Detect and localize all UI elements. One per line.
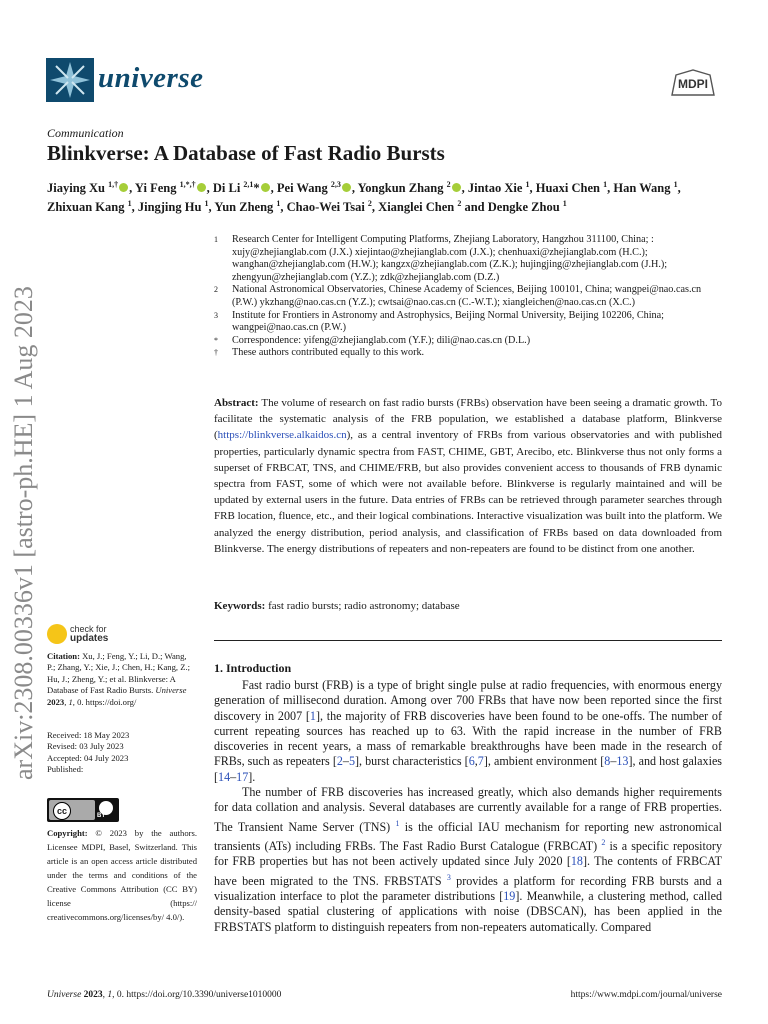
- keywords-label: Keywords:: [214, 600, 266, 612]
- publisher-name: MDPI: [678, 77, 708, 91]
- equal-contribution-note: † These authors contributed equally to this work.: [214, 347, 425, 359]
- author-list: Jiaying Xu $^{1,\dagger}$ , Yi Feng $^{1,*,\dagger}$ , Di Li $^{2,1}$* , Pei Wang $^{2,3}$ , Yongkun Zhang $^2$ , Jintao Xie $^1$, Huaxi Chen $^1$, Han Wang $^1$, Zhixuan Kang $^1$, Jingjing Hu $^1$, Yun Zheng $^1$, Chao-Wei Tsai $^2$, Xianglei Chen $^2$ and Dengke Zhou $^1$: [47, 180, 681, 215]
- journal-name: universe: [98, 62, 204, 94]
- abstract: [214, 395, 722, 557]
- revised-date: Revised: 03 July 2023: [47, 741, 124, 752]
- cc-by-license-badge[interactable]: [47, 798, 119, 822]
- citation: Citation: Xu, J.; Feng, Y.; Li, D.; Wang, P.; Zhang, Y.; Xie, J.; Chen, H.; Kang, Z.; Hu, J.; Zheng, Y.; et al. Blinkverse: A Database of Fast Radio Bursts. Universe 2023, 1, 0. https://doi.org/: [47, 651, 190, 707]
- published-date: Published:: [47, 764, 84, 775]
- cc-icon: cc: [53, 802, 71, 820]
- paper-title: Blinkverse: A Database of Fast Radio Bursts: [47, 141, 445, 165]
- intro-paragraph-1: Fast radio burst (FRB) is a type of bright single pulse at radio frequencies, with enormous energy generation of millisecond duration. Among over 700 FRBs that have now been reported since the first discovery in 2007 [1], the majority of FRB discoveries have been found to be one-offs. The number of current repeating sources has reached up to 63. With the rapid increase in the number of FRB discoveries in recent years, a mass of remarkable breakthroughs have been made in the research of FRBs, such as repeaters [2–5], burst characteristics [6,7], ambient environment [8–13], and host galaxies [14–17].: [214, 678, 723, 784]
- cc-by-label: BY: [97, 813, 106, 819]
- keywords-text: fast radio bursts; radio astronomy; database: [268, 600, 460, 612]
- footer-citation: Universe 2023, 1, 0. https://doi.org/10.3390/universe1010000: [47, 990, 282, 1000]
- check-icon: [47, 624, 67, 644]
- received-date: Received: 18 May 2023: [47, 730, 130, 740]
- affiliation-1: 1 Research Center for Intelligent Computing Platforms, Zhejiang Laboratory, Hangzhou 311100, China; : xujy@zhejianglab.com (J.X.) xiejintao@zhejianglab.com (J.X.); chenhuaxi@zhejianglab.com (H.C.); wanghan@zhejianglab.com (H.W.); kangzx@zhejianglab.com (Z.K.); hujingjing@zhejianglab.com (J.H.); zhengyun@zhejianglab.com (Y.Z.); zdk@zhejianglab.com (D.Z.): [214, 234, 668, 283]
- affiliation-3: 3 Institute for Frontiers in Astronomy and Astrophysics, Beijing Normal University, Beijing 102206, China; wangpei@nao.cas.cn (P.W.): [214, 309, 664, 334]
- footer-journal-url[interactable]: https://www.mdpi.com/journal/universe: [570, 990, 722, 1000]
- intro-paragraph-2: The number of FRB discoveries has increased greatly, which also demands higher requirements for data collation and analysis. Several databases are currently available for a range of FRB properties. The Transient Name Server (TNS) $^1$ is the official IAU mechanism for reporting new astronomical transients (ATs) including FRBs. The Fast Radio Burst Catalogue (FRBCAT) $^2$ is a specific repository for FRB properties but has not been actively updated since July 2020 [18]. The contents of FRBCAT have been migrated to the TNS. FRBSTATS $^3$ provides a platform for recording FRB bursts and a visualization interface to plot the parameter distributions [19]. Meanwhile, a clustering method, called density-based spatial clustering of applications with noise (DBSCAN), has been applied in the FRBSTATS platform to distinguish repeaters from non-repeaters automatically. Compared: [214, 785, 722, 934]
- abstract-text-end: ), as a central inventory of FRBs from various observatories and with published properties, particularly dynamic spectra from FAST, CHIME, GBT, Arecibo, etc. Blinkverse thus not only forms a superset of FRBCAT, TNS, and CHIME/FRB, but also provides convenient access to thousands of FRB dynamic spectra from FAST, some of which were not available before. Blinkverse is regularly maintained and will be updated by external users in the future. Data entries of FRBs can be retrieved through parameter searches through FRB location, fluence, etc., and their logical combinations. Interactive visualization was built into the platform. We analyzed the energy distribution, period analysis, and classification of FRBs based on data downloaded from Blinkverse. The energy distributions of repeaters and non-repeaters are found to be distinct from one another.: [214, 429, 722, 555]
- introduction-body: [214, 678, 722, 935]
- section-heading: 1. Introduction: [214, 661, 292, 675]
- accepted-date: Accepted: 04 July 2023: [47, 752, 129, 763]
- journal-logo-icon: [46, 58, 94, 102]
- abstract-label: Abstract:: [214, 397, 259, 409]
- section-divider: [214, 640, 722, 641]
- check-for-updates-button[interactable]: [47, 624, 157, 644]
- blinkverse-link[interactable]: https://blinkverse.alkaidos.cn: [217, 429, 347, 442]
- publication-dates: [47, 730, 197, 776]
- correspondence: * Correspondence: yifeng@zhejianglab.com (Y.F.); dili@nao.cas.cn (D.L.): [214, 334, 531, 346]
- arxiv-stamp: arXiv:2308.00336v1 [astro-ph.HE] 1 Aug 2023: [9, 286, 38, 780]
- abstract-text-start: The volume of research on fast radio bursts (FRBs) observation have been seeing a dramatic growth. To facilitate the systematic analysis of the FRB population, we established a database platform, Blinkverse (: [214, 397, 722, 442]
- keywords: [214, 600, 722, 612]
- affiliations: [214, 234, 724, 360]
- copyright-notice: Copyright: © 2023 by the authors. Licensee MDPI, Basel, Switzerland. This article is an open access article distributed under the terms and conditions of the Creative Commons Attribution (CC BY) license (https:// creativecommons.org/licenses/by/ 4.0/).: [47, 828, 197, 922]
- check-line-1: check for: [70, 624, 107, 634]
- check-line-2: updates: [70, 633, 109, 644]
- affiliation-2: 2 National Astronomical Observatories, Chinese Academy of Sciences, Beijing 100101, China; wangpei@nao.cas.cn (P.W.) ykzhang@nao.cas.cn (Y.Z.); cwtsai@nao.cas.cn (C.-W.T.); xiangleichen@nao.cas.cn (X.C.): [214, 284, 702, 308]
- article-type: Communication: [47, 126, 124, 140]
